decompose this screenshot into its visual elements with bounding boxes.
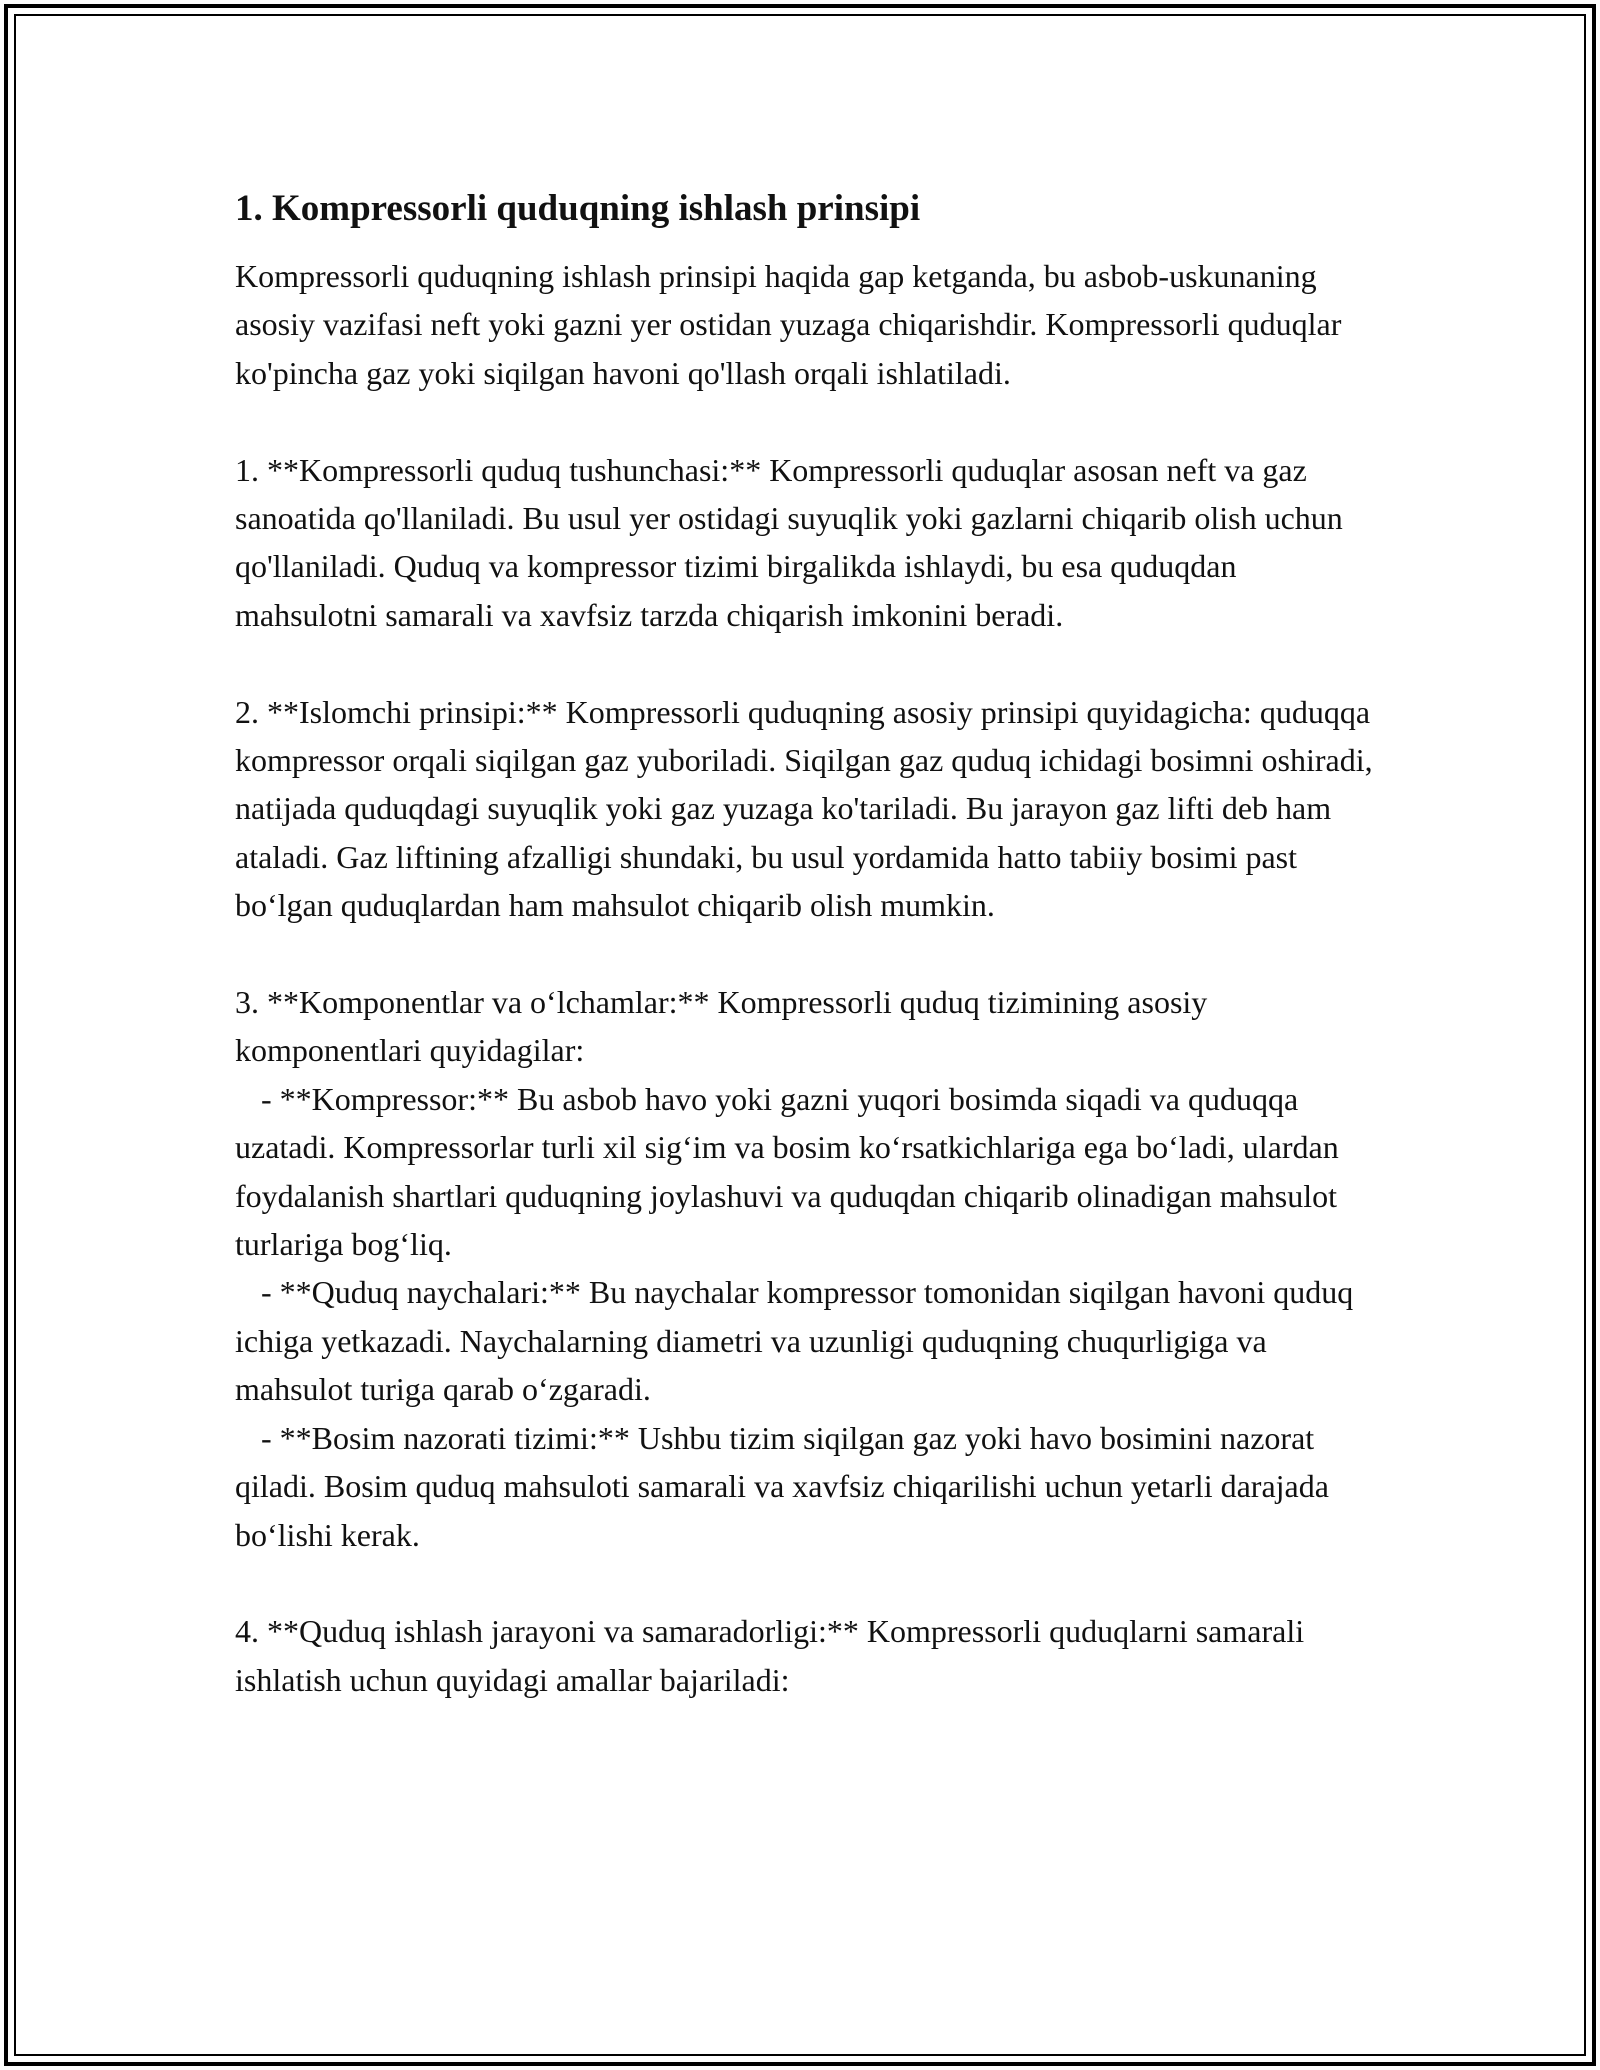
paragraph-spacer [235,639,1375,687]
sub-item-text: - **Quduq naychalari:** Bu naychalar kompressor tomonidan siqilgan havoni quduq ichiga yetkazadi. Naychalarning diametri va uzunligi quduqning chuqurligiga va mahsulot turiga qarab o‘zgaradi. [235,1274,1354,1408]
paragraph-spacer [235,397,1375,445]
list-item-4: 4. **Quduq ishlash jarayoni va samaradorligi:** Kompressorli quduqlarni samarali ishlatish uchun quyidagi amallar bajariladi: [235,1613,1305,1698]
sub-item-kompressor [235,1075,1375,1269]
sub-item-bosim-nazorati [235,1414,1375,1559]
document-body [235,186,1375,1704]
paragraph-spacer [235,1559,1375,1607]
list-item-3-text: 3. **Komponentlar va o‘lchamlar:** Kompressorli quduq tizimining asosiy komponentlari quyidagilar: [235,984,1208,1069]
sub-item-text: - **Bosim nazorati tizimi:** Ushbu tizim siqilgan gaz yoki havo bosimini nazorat qiladi. Bosim quduq mahsuloti samarali va xavfsiz chiqarilishi uchun yetarli darajada bo‘lishi kerak. [235,1419,1329,1553]
sub-item-text: - **Kompressor:** Bu asbob havo yoki gazni yuqori bosimda siqadi va quduqqa uzatadi. Kompressorlar turli xil sig‘im va bosim ko‘rsatkichlariga ega bo‘ladi, ulardan foydalanish shartlari quduqning joylashuvi va quduqdan chiqarib olinadigan mahsulot turlariga bog‘liq. [235,1080,1339,1263]
list-item-1: 1. **Kompressorli quduq tushunchasi:** Kompressorli quduqlar asosan neft va gaz sanoatida qo'llaniladi. Bu usul yer ostidagi suyuqlik yoki gazlarni chiqarib olish uchun qo'llaniladi. Quduq va kompressor tizimi birgalikda ishlaydi, bu esa quduqdan mahsulotni samarali va xavfsiz tarzda chiqarish imkonini beradi. [235,451,1343,633]
list-item-3 [235,978,1375,1559]
intro-paragraph: Kompressorli quduqning ishlash prinsipi haqida gap ketganda, bu asbob-uskunaning asosiy vazifasi neft yoki gazni yer ostidan yuzaga chiqarishdir. Kompressorli quduqlar ko'pincha gaz yoki siqilgan havoni qo'llash orqali ishlatiladi. [235,258,1342,391]
list-item-2: 2. **Islomchi prinsipi:** Kompressorli quduqning asosiy prinsipi quyidagicha: quduqqa kompressor orqali siqilgan gaz yuboriladi. Siqilgan gaz quduq ichidagi bosimni oshiradi, natijada quduqdagi suyuqlik yoki gaz yuzaga ko'tariladi. Bu jarayon gaz lifti deb ham ataladi. Gaz liftining afzalligi shundaki, bu usul yordamida hatto tabiiy bosimi past bo‘lgan quduqlardan ham mahsulot chiqarib olish mumkin. [235,693,1373,924]
section-heading: 1. Kompressorli quduqning ishlash prinsipi [235,188,921,229]
paragraph-spacer [235,930,1375,978]
sub-item-quduq-naychalari [235,1268,1375,1413]
